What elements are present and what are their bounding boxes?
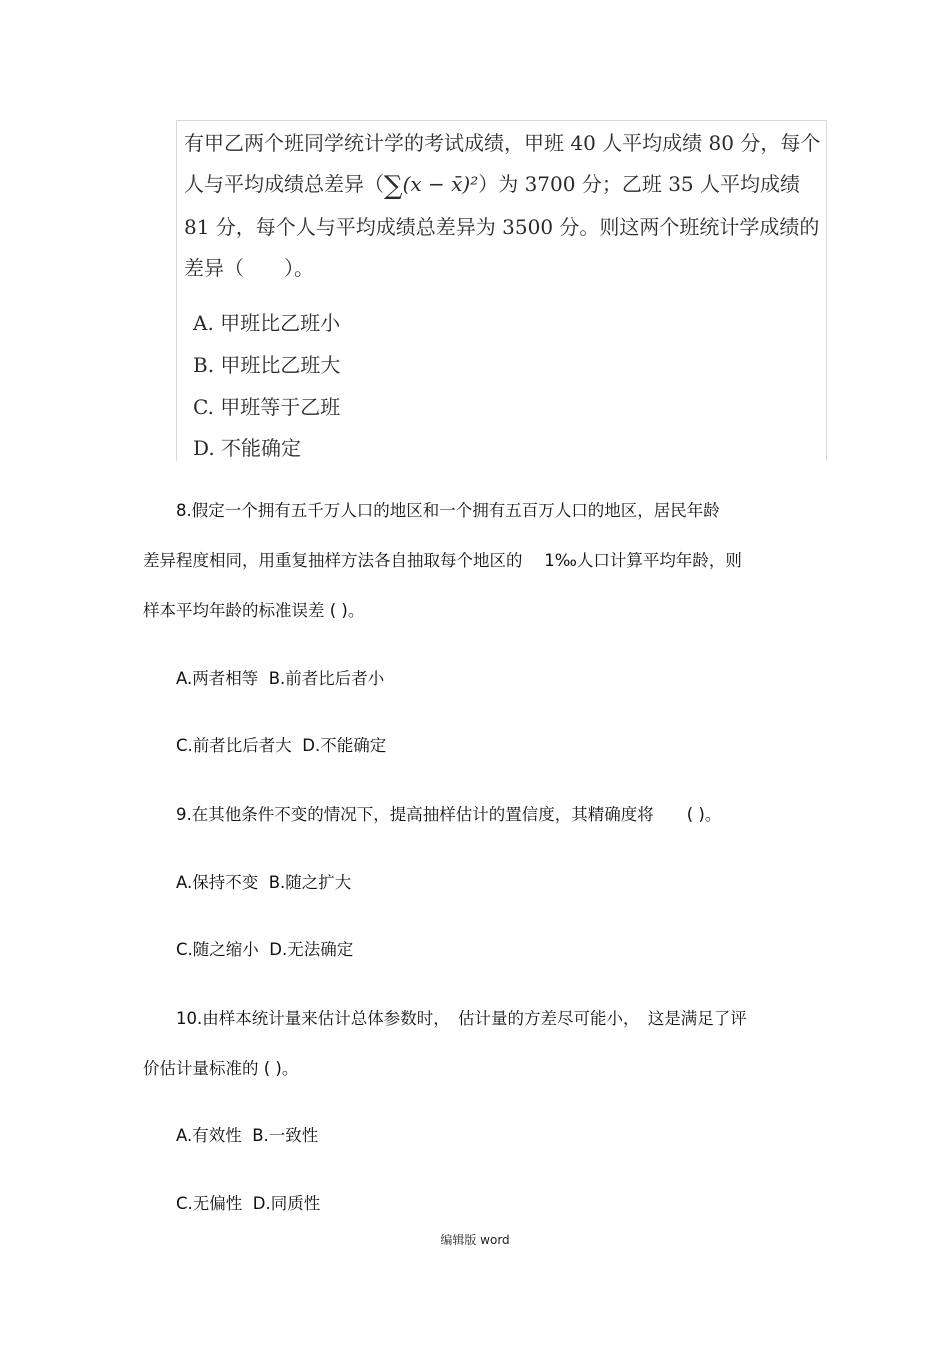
question-10-options-ab: A.有效性 B.一致性 bbox=[176, 1126, 319, 1145]
question-9-options-ab: A.保持不变 B.随之扩大 bbox=[176, 873, 352, 892]
question-8-line-3: 样本平均年龄的标准误差 ( )。 bbox=[143, 601, 365, 620]
question-8-options-ab: A.两者相等 B.前者比后者小 bbox=[176, 669, 385, 688]
page-footer: 编辑版 word bbox=[440, 1233, 510, 1247]
question-10-options-cd: C.无偏性 D.同质性 bbox=[176, 1194, 321, 1213]
sigma-symbol: ∑ bbox=[384, 171, 403, 201]
option-d: D. 不能确定 bbox=[193, 436, 302, 460]
question-7-image-box bbox=[176, 120, 827, 461]
formula-body: (x − x̄)² bbox=[402, 172, 479, 196]
sum-formula bbox=[384, 171, 479, 201]
stem-part-b: ）为 3700 分；乙班 35 人平均成绩 81 分，每个人与平均成绩总差异为 3500 分。则这两个班统计学成绩的差异（ ）。 bbox=[184, 172, 820, 280]
stem-part-a: 有甲乙两个班同学统计学的考试成绩，甲班 40 人平均成绩 80 分，每个人与平均成绩总差异（ bbox=[184, 131, 821, 196]
question-9-stem: 9.在其他条件不变的情况下，提高抽样估计的置信度，其精确度将 ( )。 bbox=[176, 805, 722, 824]
option-a: A. 甲班比乙班小 bbox=[193, 311, 341, 335]
question-9-options-cd: C.随之缩小 D.无法确定 bbox=[176, 940, 354, 959]
question-8-line-2: 差异程度相同，用重复抽样方法各自抽取每个地区的 1‰人口计算平均年龄，则 bbox=[143, 551, 742, 570]
question-8-options-cd: C.前者比后者大 D.不能确定 bbox=[176, 736, 387, 755]
option-c: C. 甲班等于乙班 bbox=[193, 395, 341, 419]
question-10-line-2: 价估计量标准的 ( )。 bbox=[143, 1059, 299, 1078]
question-10-line-1: 10.由样本统计量来估计总体参数时， 估计量的方差尽可能小， 这是满足了评 bbox=[176, 1009, 747, 1028]
option-b: B. 甲班比乙班大 bbox=[193, 353, 341, 377]
question-7-stem bbox=[184, 123, 824, 289]
question-8-line-1: 8.假定一个拥有五千万人口的地区和一个拥有五百万人口的地区，居民年龄 bbox=[176, 501, 720, 520]
